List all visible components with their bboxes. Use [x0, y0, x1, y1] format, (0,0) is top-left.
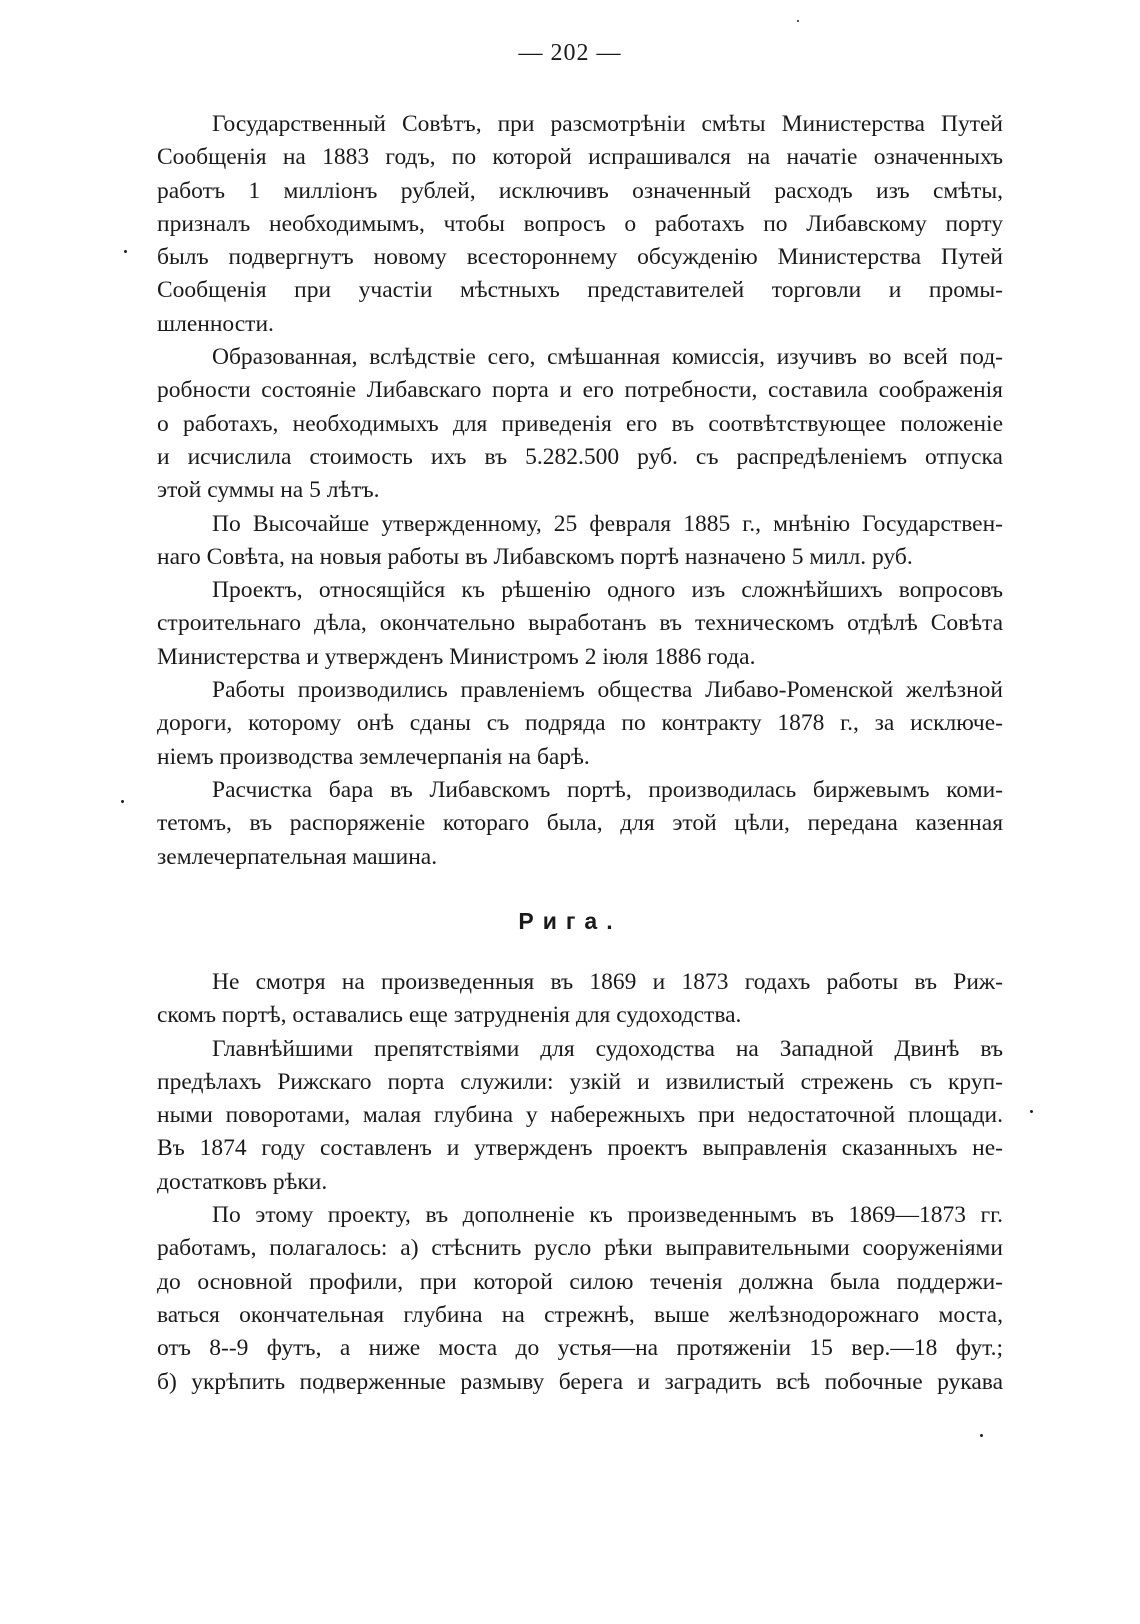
text-line: Образованная, вслѣдствіе сего, смѣшанная комиссія, изучивъ во всей под- [212, 344, 1003, 371]
text-line: Проектъ, относящійся къ рѣшенію одного изъ сложнѣйшихъ вопросовъ [212, 577, 1003, 604]
paragraph [157, 1199, 1003, 1399]
text-line: Государственный Совѣтъ, при разсмотрѣніи смѣты Министерства Путей [212, 111, 1003, 137]
text-line: ніемъ производства землечерпанія на барѣ. [157, 743, 590, 770]
section-liebau-text [157, 108, 1003, 874]
text-line: шленности. [157, 310, 274, 337]
paragraph [157, 341, 1003, 507]
text-line: дороги, которому онѣ сданы съ подряда по контракту 1878 г., за исключе- [157, 710, 1003, 737]
text-line: работамъ, полагалось: а) стѣснить русло рѣки выправительными сооруженіями [157, 1235, 1003, 1262]
text-line: работъ 1 милліонъ рублей, исключивъ означенный расходъ изъ смѣты, [157, 177, 1003, 204]
text-line: до основной профили, при которой силою теченія должна была поддержи- [157, 1268, 1003, 1295]
text-line: Въ 1874 году составленъ и утвержденъ проектъ выправленія сказанныхъ не- [157, 1135, 1003, 1162]
paragraph [157, 574, 1003, 674]
text-line: Сообщенія на 1883 годъ, по которой испрашивался на начатіе означенныхъ [157, 144, 1003, 171]
scan-speck [980, 1434, 983, 1437]
text-line: достатковъ рѣки. [157, 1168, 328, 1195]
scan-speck [797, 20, 799, 22]
section-heading-riga: Рига. [518, 908, 622, 934]
text-line: Не смотря на произведенныя въ 1869 и 1873 годахъ работы въ Риж- [212, 969, 1003, 995]
text-line: Главнѣйшими препятствіями для судоходства на Западной Двинѣ въ [212, 1035, 1003, 1062]
paragraph [157, 1033, 1003, 1199]
text-line: Сообщенія при участіи мѣстныхъ представителей торговли и промы- [157, 277, 1003, 304]
text-line: и исчислила стоимость ихъ въ 5.282.500 руб. съ распредѣленіемъ отпуска [157, 443, 1003, 470]
text-line: Работы производились правленіемъ общества Либаво-Роменской желѣзной [212, 677, 1003, 704]
paragraph [157, 108, 1003, 341]
text-line: скомъ портѣ, оставались еще затрудненія для судоходства. [157, 1002, 742, 1029]
paragraph [157, 774, 1003, 874]
text-line: наго Совѣта, на новыя работы въ Либавскомъ портѣ назначено 5 милл. руб. [157, 543, 913, 570]
text-line: ными поворотами, малая глубина у набережныхъ при недостаточной площади. [157, 1102, 1003, 1129]
text-line: отъ 8--9 футъ, а ниже моста до устья—на протяженіи 15 вер.—18 фут.; [157, 1335, 1003, 1362]
text-line: землечерпательная машина. [157, 843, 438, 870]
text-line: По этому проекту, въ дополненіе къ произведеннымъ въ 1869—1873 гг. [212, 1202, 1003, 1229]
text-line: призналъ необходимымъ, чтобы вопросъ о работахъ по Либавскому порту [157, 210, 1003, 237]
text-line: о работахъ, необходимыхъ для приведенія его въ соотвѣтствующее положеніе [157, 410, 1003, 437]
text-line: Министерства и утвержденъ Министромъ 2 іюля 1886 года. [157, 643, 756, 670]
scan-speck [124, 250, 127, 253]
scan-speck [121, 800, 124, 803]
paragraph [157, 966, 1003, 1033]
text-line: тетомъ, въ распоряженіе котораго была, для этой цѣли, передана казенная [157, 810, 1003, 837]
text-line: По Высочайше утвержденному, 25 февраля 1885 г., мнѣнію Государствен- [212, 510, 1003, 537]
paragraph [157, 508, 1003, 575]
text-line: этой суммы на 5 лѣтъ. [157, 477, 380, 504]
text-line: строительнаго дѣла, окончательно выработанъ въ техническомъ отдѣлѣ Совѣта [157, 610, 1003, 637]
text-line: б) укрѣпить подверженные размыву берега и заградить всѣ побочные рукава [157, 1368, 1003, 1395]
paragraph [157, 674, 1003, 774]
text-line: ваться окончательная глубина на стрежнѣ, выше желѣзнодорожнаго моста, [157, 1301, 1003, 1328]
page-number: — 202 — [518, 40, 622, 66]
scan-speck [1030, 1110, 1033, 1113]
text-line: Расчистка бара въ Либавскомъ портѣ, производилась биржевымъ коми- [212, 776, 1003, 803]
text-line: предѣлахъ Рижскаго порта служили: узкій и извилистый стрежень съ круп- [157, 1068, 1003, 1095]
section-riga-text [157, 966, 1003, 1399]
text-line: робности состояніе Либавскаго порта и его потребности, составила соображенія [157, 377, 1003, 404]
text-line: былъ подвергнутъ новому всестороннему обсужденію Министерства Путей [157, 244, 1003, 271]
